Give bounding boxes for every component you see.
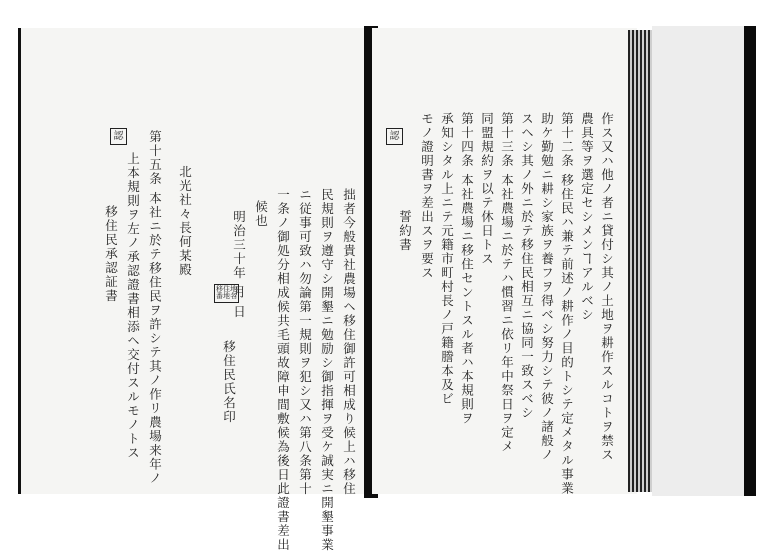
right-column-1: 作ス又ハ他ノ者ニ貸付シ其ノ土地ヲ耕作スルコトヲ禁ス [599, 112, 615, 462]
right-column-7: 同盟規約ヲ以テ休日トス [479, 112, 495, 266]
right-column-8: 第十四条 本社農場ニ移住セントスル者ハ本規則ヲ [459, 112, 475, 426]
left-page-mark: 認 [110, 128, 127, 145]
left-column-2: 上本規則ヲ左ノ承認證書相添ヘ交付スルモノトス [125, 152, 141, 460]
left-column-5: 拙者今般貴社農場ヘ移住御許可相成り候上ハ移住 [341, 188, 357, 496]
page-edges [628, 30, 652, 492]
left-column-8: 一条ノ御処分相成候共毛頭故障申間敷候為後日此證書差出 [275, 188, 291, 552]
left-page [18, 28, 371, 494]
left-column-9: 候也 [253, 200, 269, 228]
right-column-11: 誓約書 [397, 210, 413, 252]
right-column-4: 助ケ勤勉ニ耕シ家族ヲ養フヲ得ベシ努力シテ彼ノ諸般ノ [539, 112, 555, 462]
left-column-11: 移住民氏名印 [221, 340, 237, 424]
right-column-9: 承知シタル上ニテ元籍市町村長ノ戸籍謄本及ビ [439, 112, 455, 406]
left-column-10: 明治三十年 月 日 [231, 210, 247, 319]
left-column-6: 民規則ヲ遵守シ開墾ニ勉励シ御指揮ヲ受ケ誠実ニ開墾事業 [319, 188, 335, 552]
seal-label-1: 移住地 [216, 285, 237, 293]
left-column-1: 第十五条 本社ニ於テ移住民ヲ許シテ其ノ作リ農場来年ノ [147, 130, 163, 486]
left-column-4: 北光社々長何某殿 [177, 165, 193, 277]
right-page-mark: 認 [386, 128, 403, 145]
right-column-5: スヘシ其ノ外ニ於テ移住民相互ニ協同一致スベシ [519, 112, 535, 420]
right-column-3: 第十二条 移住民ハ兼テ前述ノ耕作ノ目的トシテ定メタル事業 [559, 112, 575, 496]
right-column-6: 第十三条 本社農場ニ於テハ慣習ニ依リ年中祭日ヲ定メ [499, 112, 515, 454]
left-column-7: ニ従事可致ハ勿論第一規則ヲ犯シ又ハ第八条第十 [297, 188, 313, 496]
seal-label-2: 番地名 [216, 292, 237, 301]
right-column-2: 農具等ヲ選定セシメンヿアルベシ [579, 112, 595, 322]
left-column-3: 移住民承認証書 [103, 205, 119, 303]
back-cover [652, 26, 756, 496]
right-column-10: モノ證明書ヲ差出スヲ要ス [419, 112, 435, 280]
left-seal-label [214, 284, 239, 303]
